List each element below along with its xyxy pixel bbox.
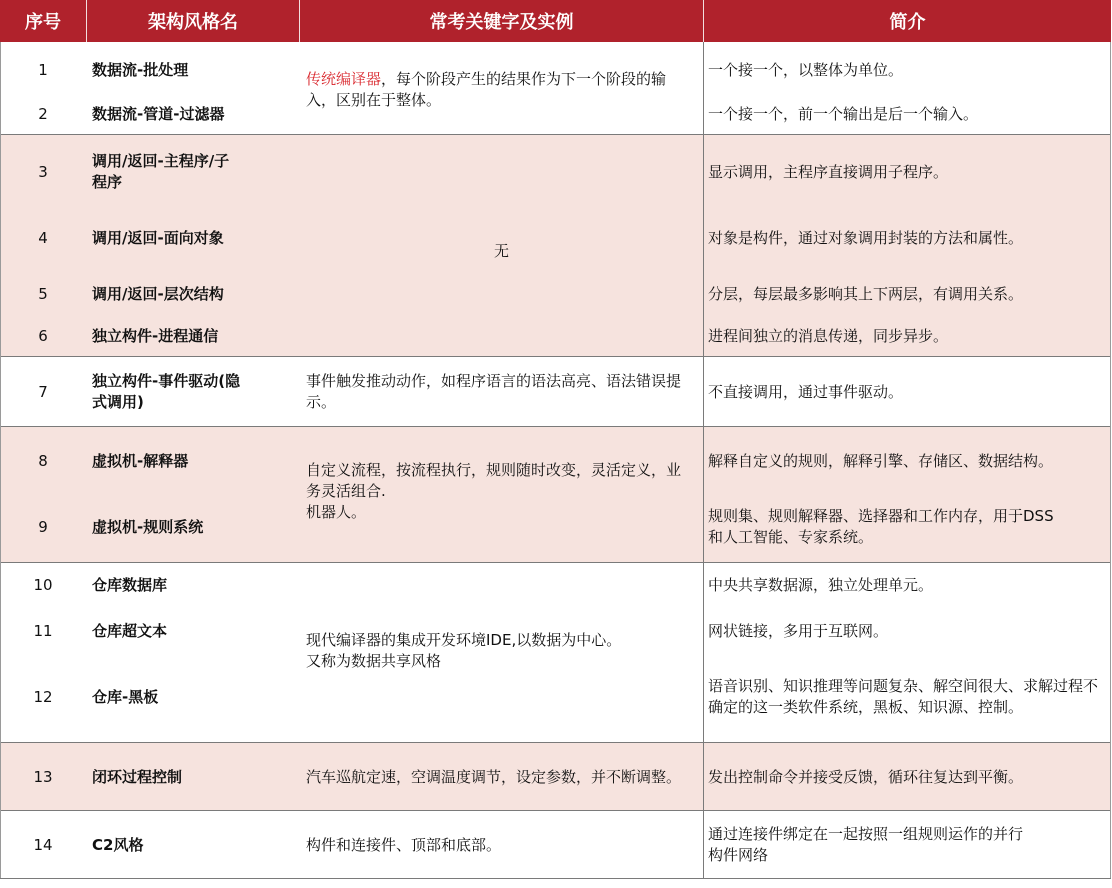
row-7-name: 独立构件-事件驱动(隐式调用) xyxy=(92,372,241,411)
row-3-name: 调用/返回-主程序/子程序 xyxy=(92,152,230,191)
row-8-num: 8 xyxy=(38,451,48,470)
row-1-desc: 一个接一个，以整体为单位。 xyxy=(708,60,904,79)
row-14-desc: 通过连接件绑定在一起按照一组规则运作的并行构件网络 xyxy=(708,825,1024,864)
row-13-desc: 发出控制命令并接受反馈，循环往复达到平衡。 xyxy=(708,767,1024,786)
row-2-name: 数据流-管道-过滤器 xyxy=(92,104,225,123)
row-8-desc: 解释自定义的规则，解释引擎、存储区、数据结构。 xyxy=(708,451,1054,470)
row-1-num: 1 xyxy=(38,60,48,79)
row-5-name: 调用/返回-层次结构 xyxy=(92,284,224,303)
row-5-num: 5 xyxy=(38,284,48,303)
table-header xyxy=(0,0,1111,42)
header-num: 序号 xyxy=(25,12,61,33)
row-4-num: 4 xyxy=(38,228,48,247)
row-5-desc: 分层，每层最多影响其上下两层，有调用关系。 xyxy=(708,284,1024,303)
keywords-call-return: 无 xyxy=(493,241,509,260)
keywords-vm-line-1: 自定义流程，按流程执行，规则随时改变，灵活定义，业务灵活组合. xyxy=(306,460,682,500)
row-10-name: 仓库数据库 xyxy=(92,575,168,594)
row-6-name: 独立构件-进程通信 xyxy=(92,326,219,345)
row-9-num: 9 xyxy=(38,517,48,536)
keywords-repository xyxy=(306,624,698,678)
row-12-name: 仓库-黑板 xyxy=(92,687,159,706)
row-11-name: 仓库超文本 xyxy=(92,621,168,640)
keyword-highlight-traditional-compiler: 传统编译器 xyxy=(306,70,382,88)
row-6-desc: 进程间独立的消息传递，同步异步。 xyxy=(708,326,949,345)
row-2-num: 2 xyxy=(38,104,48,123)
row-13-num: 13 xyxy=(33,767,53,786)
keywords-dataflow-text: ，每个阶段产生的结果作为下一个阶段的输入，区别在于整体。 xyxy=(306,70,667,109)
row-7-num: 7 xyxy=(38,382,48,401)
row-14-name: C2风格 xyxy=(92,835,144,854)
row-6-num: 6 xyxy=(38,326,48,345)
row-2-desc: 一个接一个，前一个输出是后一个输入。 xyxy=(708,104,979,123)
row-9-name: 虚拟机-规则系统 xyxy=(92,517,204,536)
row-12-desc: 语音识别、知识推理等问题复杂、解空间很大、求解过程不确定的这一类软件系统，黑板、知识源、控制。 xyxy=(708,677,1099,716)
row-14-num: 14 xyxy=(33,835,53,854)
row-4-name: 调用/返回-面向对象 xyxy=(92,228,224,247)
keywords-repo-line-1: 现代编译器的集成开发环境IDE,以数据为中心。 xyxy=(306,631,622,649)
row-8-name: 虚拟机-解释器 xyxy=(92,451,189,470)
keywords-event: 事件触发推动动作，如程序语言的语法高亮、语法错误提示。 xyxy=(306,372,682,411)
keywords-c2: 构件和连接件、顶部和底部。 xyxy=(306,835,502,854)
keywords-vm-line-2: 机器人。 xyxy=(306,502,367,521)
keywords-dataflow xyxy=(306,62,698,118)
header-desc: 简介 xyxy=(889,12,926,33)
keywords-closed-loop: 汽车巡航定速，空调温度调节，设定参数，并不断调整。 xyxy=(306,767,682,786)
header-keywords: 常考关键字及实例 xyxy=(429,12,574,33)
row-12-num: 12 xyxy=(33,687,53,706)
row-10-desc: 中央共享数据源，独立处理单元。 xyxy=(708,575,934,594)
row-3-num: 3 xyxy=(38,162,48,181)
row-9-desc: 规则集、规则解释器、选择器和工作内存，用于DSS和人工智能、专家系统。 xyxy=(708,507,1054,546)
row-11-num: 11 xyxy=(33,621,53,640)
row-7-desc: 不直接调用，通过事件驱动。 xyxy=(708,382,904,401)
row-13-name: 闭环过程控制 xyxy=(92,767,183,786)
row-10-num: 10 xyxy=(33,575,53,594)
row-1-name: 数据流-批处理 xyxy=(92,60,189,79)
keywords-virtual-machine xyxy=(306,458,698,524)
row-4-desc: 对象是构件，通过对象调用封装的方法和属性。 xyxy=(708,228,1024,247)
header-name: 架构风格名 xyxy=(148,12,238,33)
row-3-desc: 显示调用，主程序直接调用子程序。 xyxy=(708,162,949,181)
keywords-repo-line-2: 又称为数据共享风格 xyxy=(306,652,442,670)
row-11-desc: 网状链接，多用于互联网。 xyxy=(708,621,889,640)
